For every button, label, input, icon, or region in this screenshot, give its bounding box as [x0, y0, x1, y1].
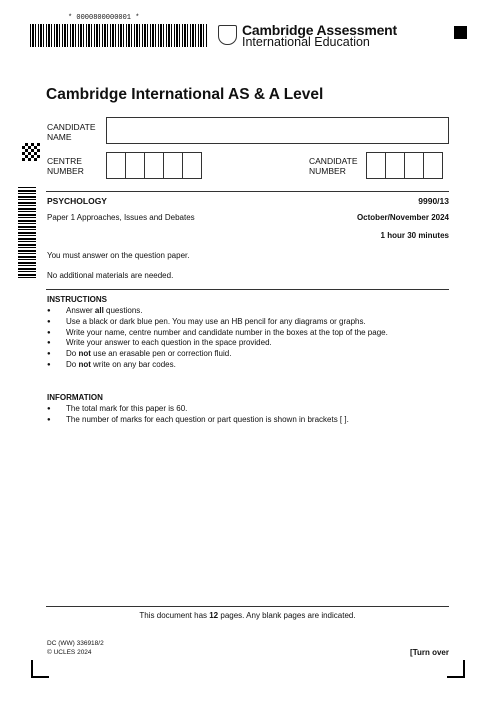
top-barcode	[30, 24, 208, 47]
candidate-number-label: CANDIDATE NUMBER	[309, 156, 358, 176]
barcode-number: * 0000800000001 *	[68, 14, 140, 22]
subject-name: PSYCHOLOGY	[47, 196, 107, 206]
centre-digit-box[interactable]	[106, 152, 126, 179]
candidate-name-field[interactable]	[106, 117, 449, 144]
candidate-digit-box[interactable]	[404, 152, 424, 179]
centre-number-label: CENTRE NUMBER	[47, 156, 84, 176]
candidate-digit-box[interactable]	[423, 152, 443, 179]
turn-over-label: [Turn over	[410, 648, 449, 657]
instruction-item: ● Do not write on any bar codes.	[47, 360, 447, 371]
candidate-digit-box[interactable]	[385, 152, 405, 179]
exam-duration: 1 hour 30 minutes	[380, 231, 449, 240]
instruction-item: ● Do not use an erasable pen or correction fluid.	[47, 349, 447, 360]
divider	[46, 289, 449, 290]
instruction-item: ● Use a black or dark blue pen. You may use an HB pencil for any diagrams or graphs.	[47, 317, 447, 328]
instruction-item: ● Write your name, centre number and candidate number in the boxes at the top of the page.	[47, 328, 447, 339]
centre-digit-box[interactable]	[144, 152, 164, 179]
divider	[46, 191, 449, 192]
logo-line-2: International Education	[242, 35, 370, 49]
exam-title: Cambridge International AS & A Level	[46, 86, 324, 103]
candidate-digit-box[interactable]	[366, 152, 386, 179]
document-code: DC (WW) 336918/2	[47, 640, 104, 647]
divider	[46, 606, 449, 607]
cambridge-shield-icon	[218, 25, 237, 45]
instruction-item: ● Write your answer to each question in the space provided.	[47, 338, 447, 349]
registration-mark	[454, 26, 467, 39]
logo-line-1: Cambridge Assessment	[242, 22, 397, 38]
centre-number-field[interactable]	[106, 152, 201, 179]
paper-name: Paper 1 Approaches, Issues and Debates	[47, 213, 195, 222]
side-barcode	[18, 186, 36, 278]
instructions-section	[47, 295, 447, 371]
information-item: ● The number of marks for each question or part question is shown in brackets [ ].	[47, 415, 447, 426]
copyright: © UCLES 2024	[47, 649, 92, 656]
exam-session: October/November 2024	[356, 213, 449, 222]
centre-digit-box[interactable]	[125, 152, 145, 179]
qr-code	[22, 143, 40, 161]
instructions-heading: INSTRUCTIONS	[47, 295, 107, 304]
information-section	[47, 393, 447, 426]
information-item: ● The total mark for this paper is 60.	[47, 404, 447, 415]
centre-digit-box[interactable]	[182, 152, 202, 179]
materials-line-1: You must answer on the question paper.	[47, 251, 190, 260]
crop-mark	[447, 676, 465, 678]
materials-line-2: No additional materials are needed.	[47, 271, 174, 280]
candidate-name-label: CANDIDATE NAME	[47, 122, 96, 142]
information-heading: INFORMATION	[47, 393, 103, 402]
candidate-number-field[interactable]	[366, 152, 442, 179]
instruction-item: ● Answer all questions.	[47, 306, 447, 317]
paper-code: 9990/13	[418, 196, 449, 206]
page-count-note: This document has 12 pages. Any blank pages are indicated.	[139, 611, 356, 620]
crop-mark	[31, 676, 49, 678]
centre-digit-box[interactable]	[163, 152, 183, 179]
